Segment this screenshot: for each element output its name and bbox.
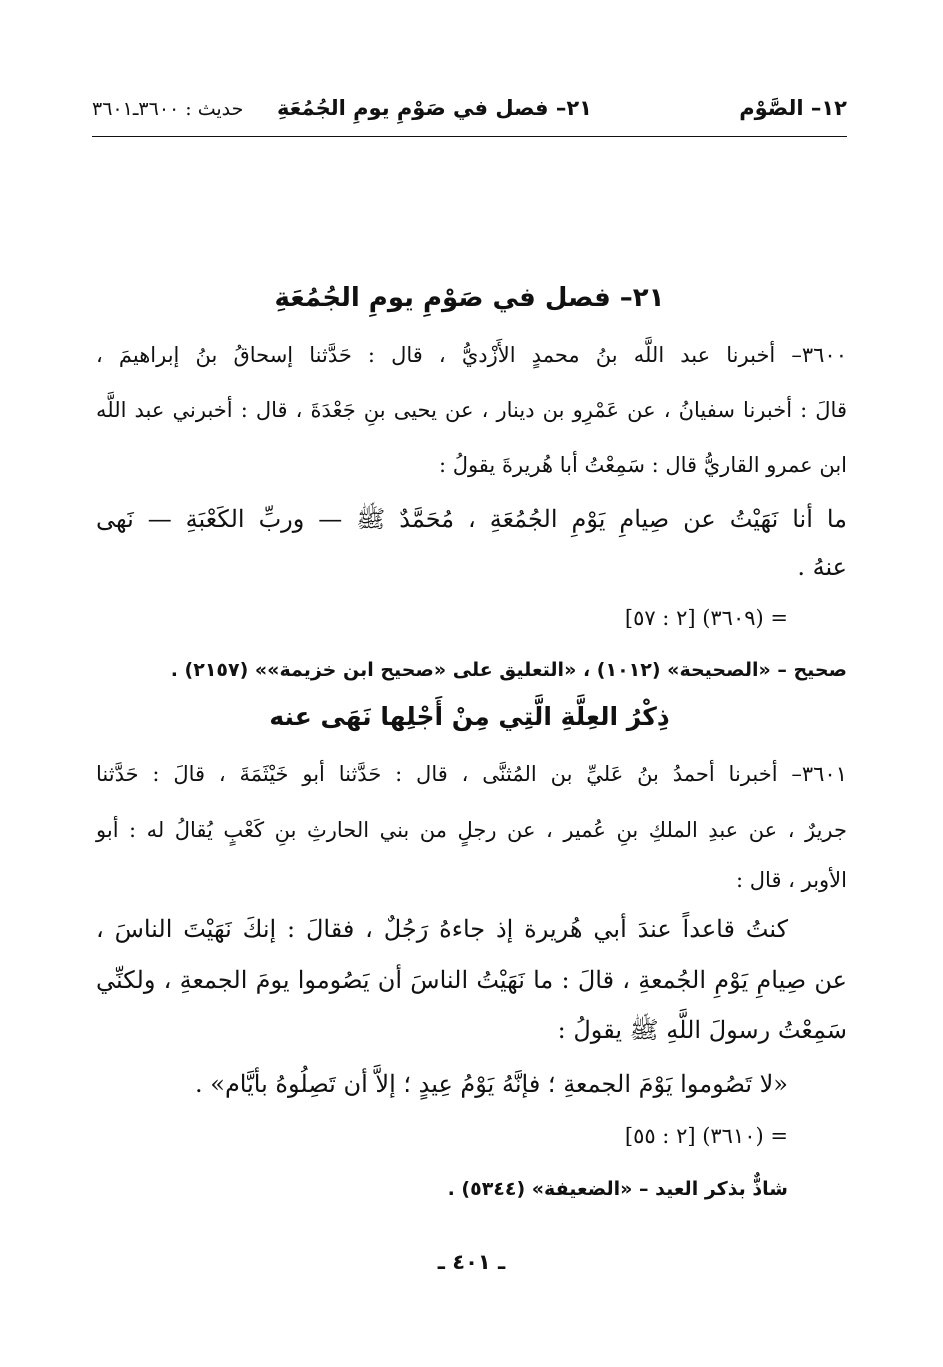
hadith-3601-isnad-2: جريرٌ ، عن عبدِ الملكِ بنِ عُمير ، عن رجلٍ من بني الحارثِ بنِ كَعْبٍ يُقالُ له : أبو: [96, 818, 847, 842]
hadith-3600-isnad-2: قالَ : أخبرنا سفيانُ ، عن عَمْرِو بن دينار ، عن يحيى بنِ جَعْدَةَ ، قال : أخبرني عبد اللَّه: [96, 398, 847, 422]
hadith-3601-isnad-3: الأوبر ، قال :: [736, 868, 847, 892]
hadith-3600-matn-1: ما أنا نَهَيْتُ عن صِيامِ يَوْمِ الجُمُعَةِ ، مُحَمَّدٌ ﷺ — وربِّ الكَعْبَةِ — نَهى: [96, 505, 847, 533]
hadith-3600-grade: صحيح – «الصحيحة» (١٠١٢) ، «التعليق على «صحيح ابن خزيمة»» (٢١٥٧) .: [170, 659, 847, 681]
hadith-3601-matn-1: كنتُ قاعداً عندَ أبي هُريرة إذ جاءهُ رَجُلٌ ، فقالَ : إنكَ نَهَيْتَ الناسَ ،: [96, 915, 788, 943]
hadith-3601-reference: = (٣٦١٠) [٢ : ٥٥]: [624, 1124, 788, 1148]
section-title: ٢١– فصل في صَوْمِ يومِ الجُمُعَةِ: [274, 283, 665, 313]
hadith-3601-matn-2: عن صِيامِ يَوْمِ الجُمعةِ ، قالَ : ما نَهَيْتُ الناسَ أن يَصُوموا يومَ الجمعةِ ، ولكنِّي: [96, 966, 847, 994]
hadith-3600-isnad-3: ابن عمرو القاريُّ قال : سَمِعْتُ أبا هُريرةَ يقولُ :: [438, 453, 847, 477]
header-section: ٢١– فصل في صَوْمِ يومِ الجُمُعَةِ: [276, 96, 592, 120]
hadith-3601-isnad-1: ٣٦٠١– أخبرنا أحمدُ بنُ عَليِّ بن المُثنَّى ، قال : حَدَّثنا أبو خَيْثَمَةَ ، قالَ : حَدَّثنا: [96, 762, 847, 786]
hadith-3601-matn-3: سَمِعْتُ رسولَ اللَّهِ ﷺ يقولُ :: [557, 1016, 847, 1044]
running-header: [92, 96, 847, 130]
hadith-3601-grade: شاذٌّ بذكر العيد – «الضعيفة» (٥٣٤٤) .: [447, 1178, 788, 1200]
header-chapter: ١٢– الصَّوْم: [739, 96, 847, 120]
hadith-3600-reference: = (٣٦٠٩) [٢ : ٥٧]: [624, 606, 788, 630]
hadith-3600-matn-2: عنهُ .: [797, 553, 847, 581]
hadith-3600-isnad-1: ٣٦٠٠– أخبرنا عبد اللَّه بنُ محمدٍ الأَزْديُّ ، قال : حَدَّثنا إسحاقُ بنُ إبراهيمَ ،: [96, 343, 847, 367]
subsection-title: ذِكْرُ العِلَّةِ الَّتِي مِنْ أَجْلِها نَهَى عنه: [269, 702, 670, 731]
header-rule: [92, 136, 847, 137]
header-hadith-range: حديث : ٣٦٠٠ـ٣٦٠١: [92, 98, 244, 120]
page-number: ـ ٤٠١ ـ: [437, 1250, 506, 1274]
hadith-3601-matn-4: «لا تَصُوموا يَوْمَ الجمعةِ ؛ فإنَّهُ يَوْمُ عِيدٍ ؛ إلاَّ أن تَصِلُوهُ بأيَّام» .: [195, 1070, 788, 1098]
